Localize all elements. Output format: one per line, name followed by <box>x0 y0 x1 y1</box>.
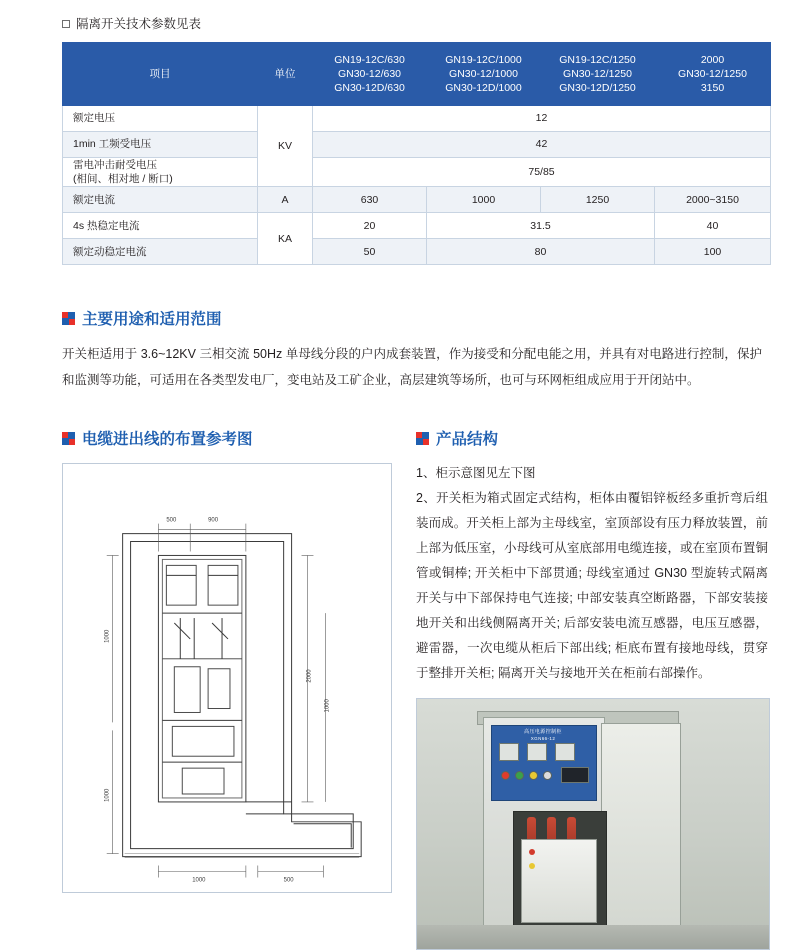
panel-model-text: XGN66-12 <box>530 736 556 742</box>
row-value-dynamic-630: 50 <box>313 239 427 265</box>
row-value-dynamic-mid: 80 <box>427 239 655 265</box>
cable-section <box>62 427 392 950</box>
usage-title-text: 主要用途和适用范围 <box>82 311 222 329</box>
cabinet-door-open <box>601 723 681 933</box>
row-value-thermal-630: 20 <box>313 213 427 239</box>
table-caption-text: 隔离开关技术参数见表 <box>76 17 202 31</box>
row-label-lightning-impulse: 雷电冲击耐受电压 (相间、相对地 / 断口) <box>63 158 258 187</box>
table-row <box>63 132 771 158</box>
flag-icon <box>416 432 429 445</box>
row-value-power-frequency: 42 <box>313 132 771 158</box>
dim-bottom-1000: 1000 <box>192 877 206 884</box>
dim-right-2000: 2000 <box>306 669 313 684</box>
structure-body <box>416 461 768 686</box>
usage-section <box>62 307 770 393</box>
row-value-rated-current-630: 630 <box>313 187 427 213</box>
row-value-rated-voltage: 12 <box>313 106 771 132</box>
panel-label <box>495 728 591 741</box>
flag-icon <box>62 312 75 325</box>
table-row <box>63 239 771 265</box>
row-value-rated-current-1000: 1000 <box>427 187 541 213</box>
table-row <box>63 213 771 239</box>
spec-table <box>62 42 771 265</box>
row-unit-ka: KA <box>258 213 313 265</box>
row-label-thermal-current: 4s 热稳定电流 <box>63 213 258 239</box>
row-value-lightning-impulse: 75/85 <box>313 158 771 187</box>
structure-section-title <box>416 427 768 449</box>
row-label-power-frequency: 1min 工频受电压 <box>63 132 258 158</box>
header-cell-model-1250: GN19-12C/1250 GN30-12/1250 GN30-12D/1250 <box>541 43 655 106</box>
table-row <box>63 187 771 213</box>
panel-title-text: 高压电源控制柜 <box>524 729 562 736</box>
floor <box>417 925 769 949</box>
product-photo-figure <box>416 698 770 950</box>
structure-paragraph-2: 2、开关柜为箱式固定式结构，柜体由覆铝锌板经多重折弯后组装而成。开关柜上部为主母线室，室顶部设有压力释放装置，前上部为低压室，小母线可从室底部用电缆连接，或在室顶布置铜管或铜棒; 开关柜中下部贯通; 母线室通过 GN30 型旋转式隔离开关与中下部保持电气连接; 中部安装真空断路器，下部安装接地开关和出线侧隔离开关; 后部安装电流互感器，电压互感器，避雷器，一次电缆从柜后下部出线; 柜底布置有接地母线，贯穿于整排开关柜; 隔离开关与接地开关在柜前右部操作。 <box>416 491 768 681</box>
meter-3 <box>555 743 575 761</box>
dim-top-900: 900 <box>208 517 219 524</box>
cable-title-text: 电缆进出线的布置参考图 <box>82 431 253 449</box>
row-value-thermal-high: 40 <box>655 213 771 239</box>
dim-left-1000-b: 1000 <box>104 789 111 803</box>
row-unit-a: A <box>258 187 313 213</box>
usage-body-text: 开关柜适用于 3.6~12KV 三相交流 50Hz 单母线分段的户内成套装置，作为接受和分配电能之用，并具有对电路进行控制，保护和监测等功能，可适用在各类型发电厂，变电站及工矿企业，高层建筑等场所，也可与环网柜组成应用于开闭站中。 <box>62 347 762 388</box>
meter-2 <box>527 743 547 761</box>
header-cell-unit: 单位 <box>258 43 313 106</box>
row-label-dynamic-current: 额定动稳定电流 <box>63 239 258 265</box>
caption-marker-icon <box>62 20 70 28</box>
structure-title-text: 产品结构 <box>436 431 499 449</box>
table-row <box>63 106 771 132</box>
table-caption <box>62 14 770 32</box>
dim-left-1000-a: 1000 <box>104 630 111 644</box>
header-cell-model-630: GN19-12C/630 GN30-12/630 GN30-12D/630 <box>313 43 427 106</box>
lower-columns <box>62 427 770 950</box>
cable-section-title <box>62 427 392 449</box>
row-label-rated-voltage: 额定电压 <box>63 106 258 132</box>
table-header-row <box>63 43 771 106</box>
cable-layout-figure <box>62 463 392 893</box>
row-label-rated-current: 额定电流 <box>63 187 258 213</box>
dim-right-1000: 1000 <box>324 699 331 713</box>
row-value-rated-current-1250: 1250 <box>541 187 655 213</box>
cable-layout-drawing <box>63 464 391 891</box>
structure-section <box>416 427 768 950</box>
display-window <box>561 767 589 783</box>
row-unit-kv: KV <box>258 106 313 187</box>
header-cell-model-1000: GN19-12C/1000 GN30-12/1000 GN30-12D/1000 <box>427 43 541 106</box>
product-photo <box>417 699 769 949</box>
row-value-thermal-mid: 31.5 <box>427 213 655 239</box>
row-value-dynamic-high: 100 <box>655 239 771 265</box>
dim-top-500: 500 <box>166 517 177 524</box>
flag-icon <box>62 432 75 445</box>
dim-bottom-500: 500 <box>283 877 294 884</box>
table-row <box>63 158 771 187</box>
structure-paragraph-1: 1、柜示意图见左下图 <box>416 466 536 481</box>
row-value-rated-current-2000: 2000~3150 <box>655 187 771 213</box>
meter-1 <box>499 743 519 761</box>
header-cell-item: 项目 <box>63 43 258 106</box>
usage-section-title <box>62 307 770 329</box>
header-cell-model-2000: 2000 GN30-12/1250 3150 <box>655 43 771 106</box>
